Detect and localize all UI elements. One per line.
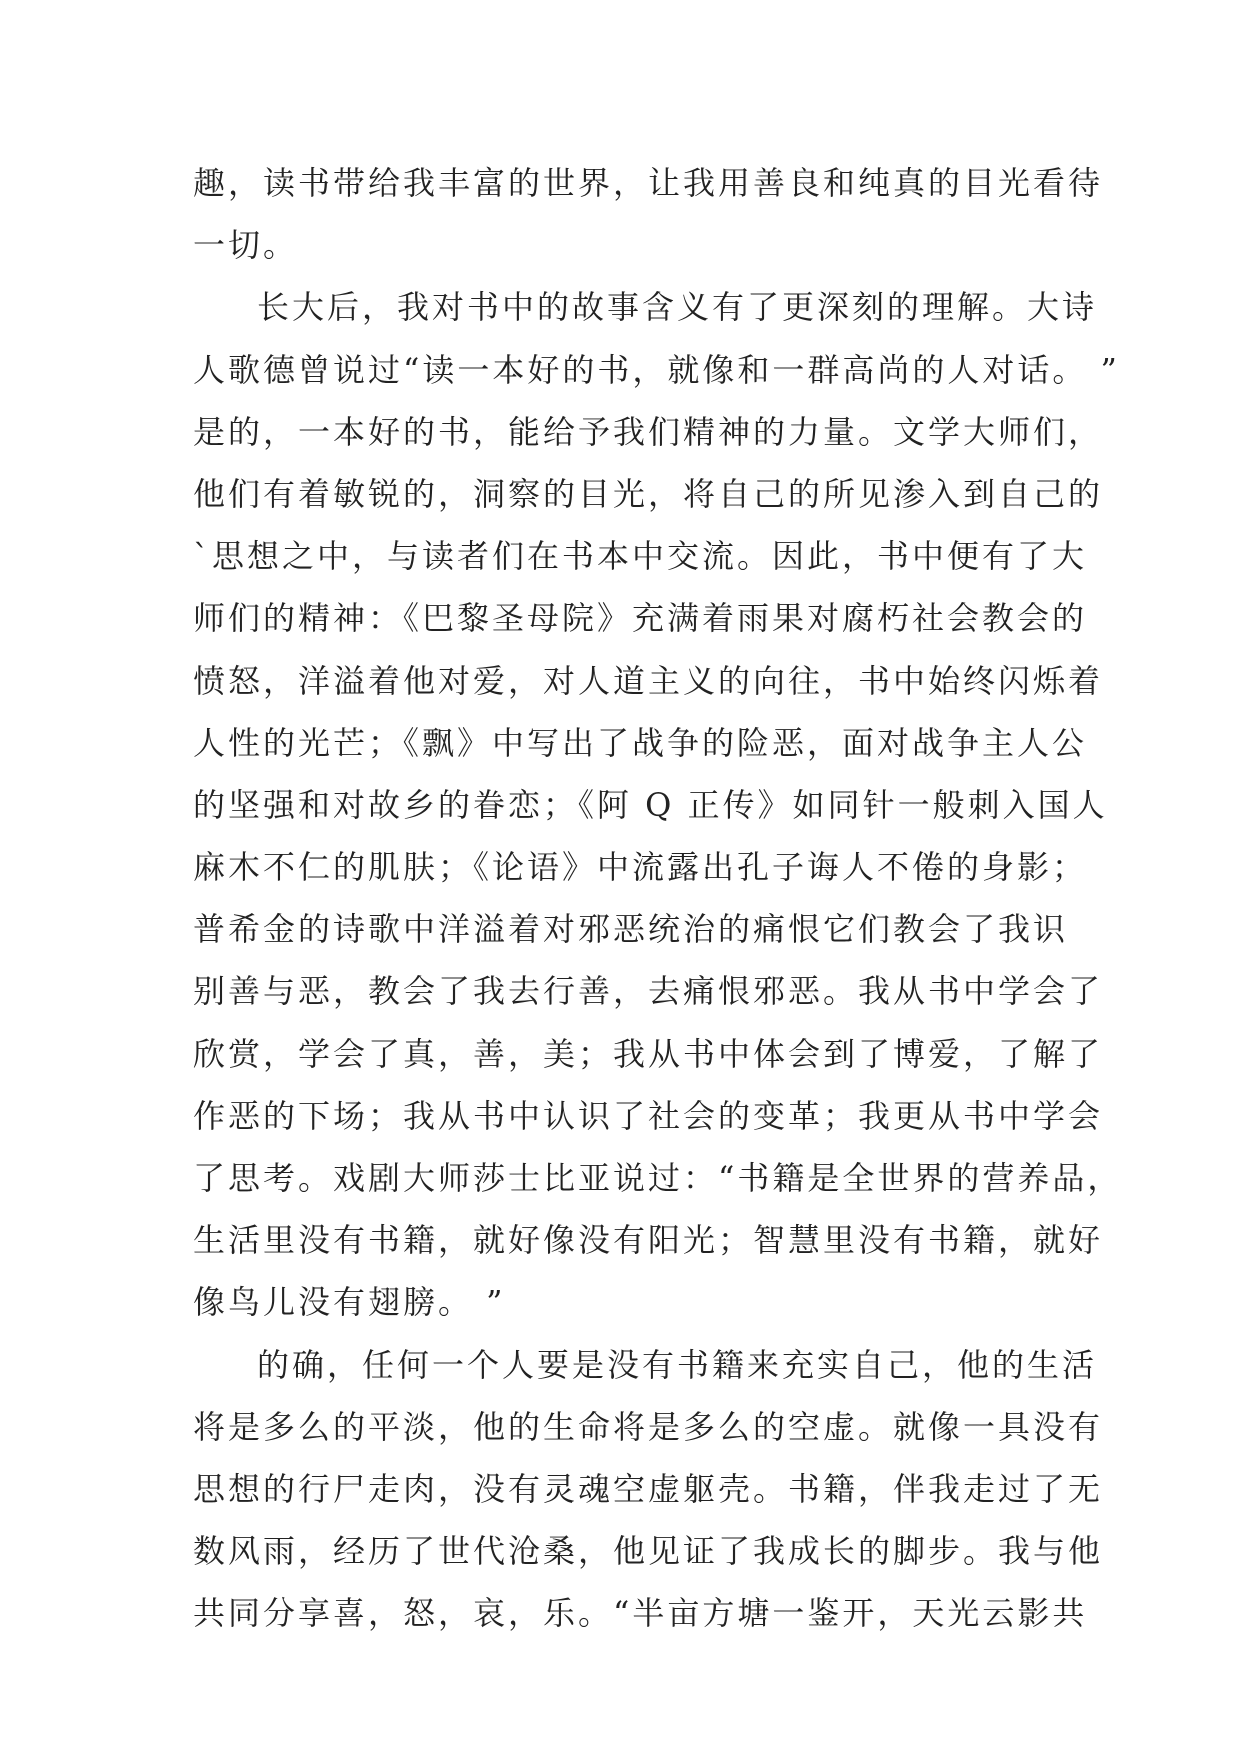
text-line: 人性的光芒；《飘》中写出了战争的险恶，面对战争主人公 [193,723,1088,762]
text-line: 一切。 [193,226,299,265]
body-text [193,152,1123,1645]
text-line: 生活里没有书籍，就好像没有阳光；智慧里没有书籍，就好 [193,1221,1104,1260]
text-line: 了思考。戏剧大师莎士比亚说过：“书籍是全世界的营养品， [193,1159,1123,1197]
paragraph-first-line: 长大后，我对书中的故事含义有了更深刻的理解。大诗 [257,288,1098,327]
text-line: 麻木不仁的肌肤；《论语》中流露出孔子诲人不倦的身影； [193,848,1088,887]
text-line: 将是多么的平淡，他的生命将是多么的空虚。就像一具没有 [193,1407,1104,1446]
text-line: `思想之中，与读者们在书本中交流。因此，书中便有了大 [193,537,1088,576]
text-line: 作恶的下场；我从书中认识了社会的变革；我更从书中学会 [193,1096,1104,1135]
text-line: 愤怒，洋溢着他对爱，对人道主义的向往，书中始终闪烁着 [193,661,1104,700]
text-line: 别善与恶，教会了我去行善，去痛恨邪恶。我从书中学会了 [193,972,1104,1011]
paragraph-first-line: 的确，任何一个人要是没有书籍来充实自己，他的生活 [257,1345,1098,1384]
text-line: 趣，读书带给我丰富的世界，让我用善良和纯真的目光看待 [193,164,1104,202]
text-line: 的坚强和对故乡的眷恋；《阿 Q 正传》如同针一般刺入国人 [193,785,1108,824]
text-line: 师们的精神：《巴黎圣母院》充满着雨果对腐朽社会教会的 [193,599,1088,638]
text-line: 欣赏，学会了真，善，美；我从书中体会到了博爱，了解了 [193,1034,1104,1073]
text-line: 人歌德曾说过“读一本好的书，就像和一群高尚的人对话。 ” [193,350,1120,389]
text-line: 共同分享喜，怒，哀，乐。“半亩方塘一鉴开，天光云影共 [193,1594,1088,1633]
text-line: 数风雨，经历了世代沧桑，他见证了我成长的脚步。我与他 [193,1532,1104,1571]
text-line: 思想的行尸走肉，没有灵魂空虚躯壳。书籍，伴我走过了无 [193,1469,1104,1508]
text-line: 是的，一本好的书，能给予我们精神的力量。文学大师们， [193,412,1104,451]
text-line: 像鸟儿没有翅膀。 ” [193,1283,506,1322]
text-line: 他们有着敏锐的，洞察的目光，将自己的所见渗入到自己的 [193,474,1104,513]
text-line: 普希金的诗歌中洋溢着对邪恶统治的痛恨它们教会了我识 [193,910,1069,949]
